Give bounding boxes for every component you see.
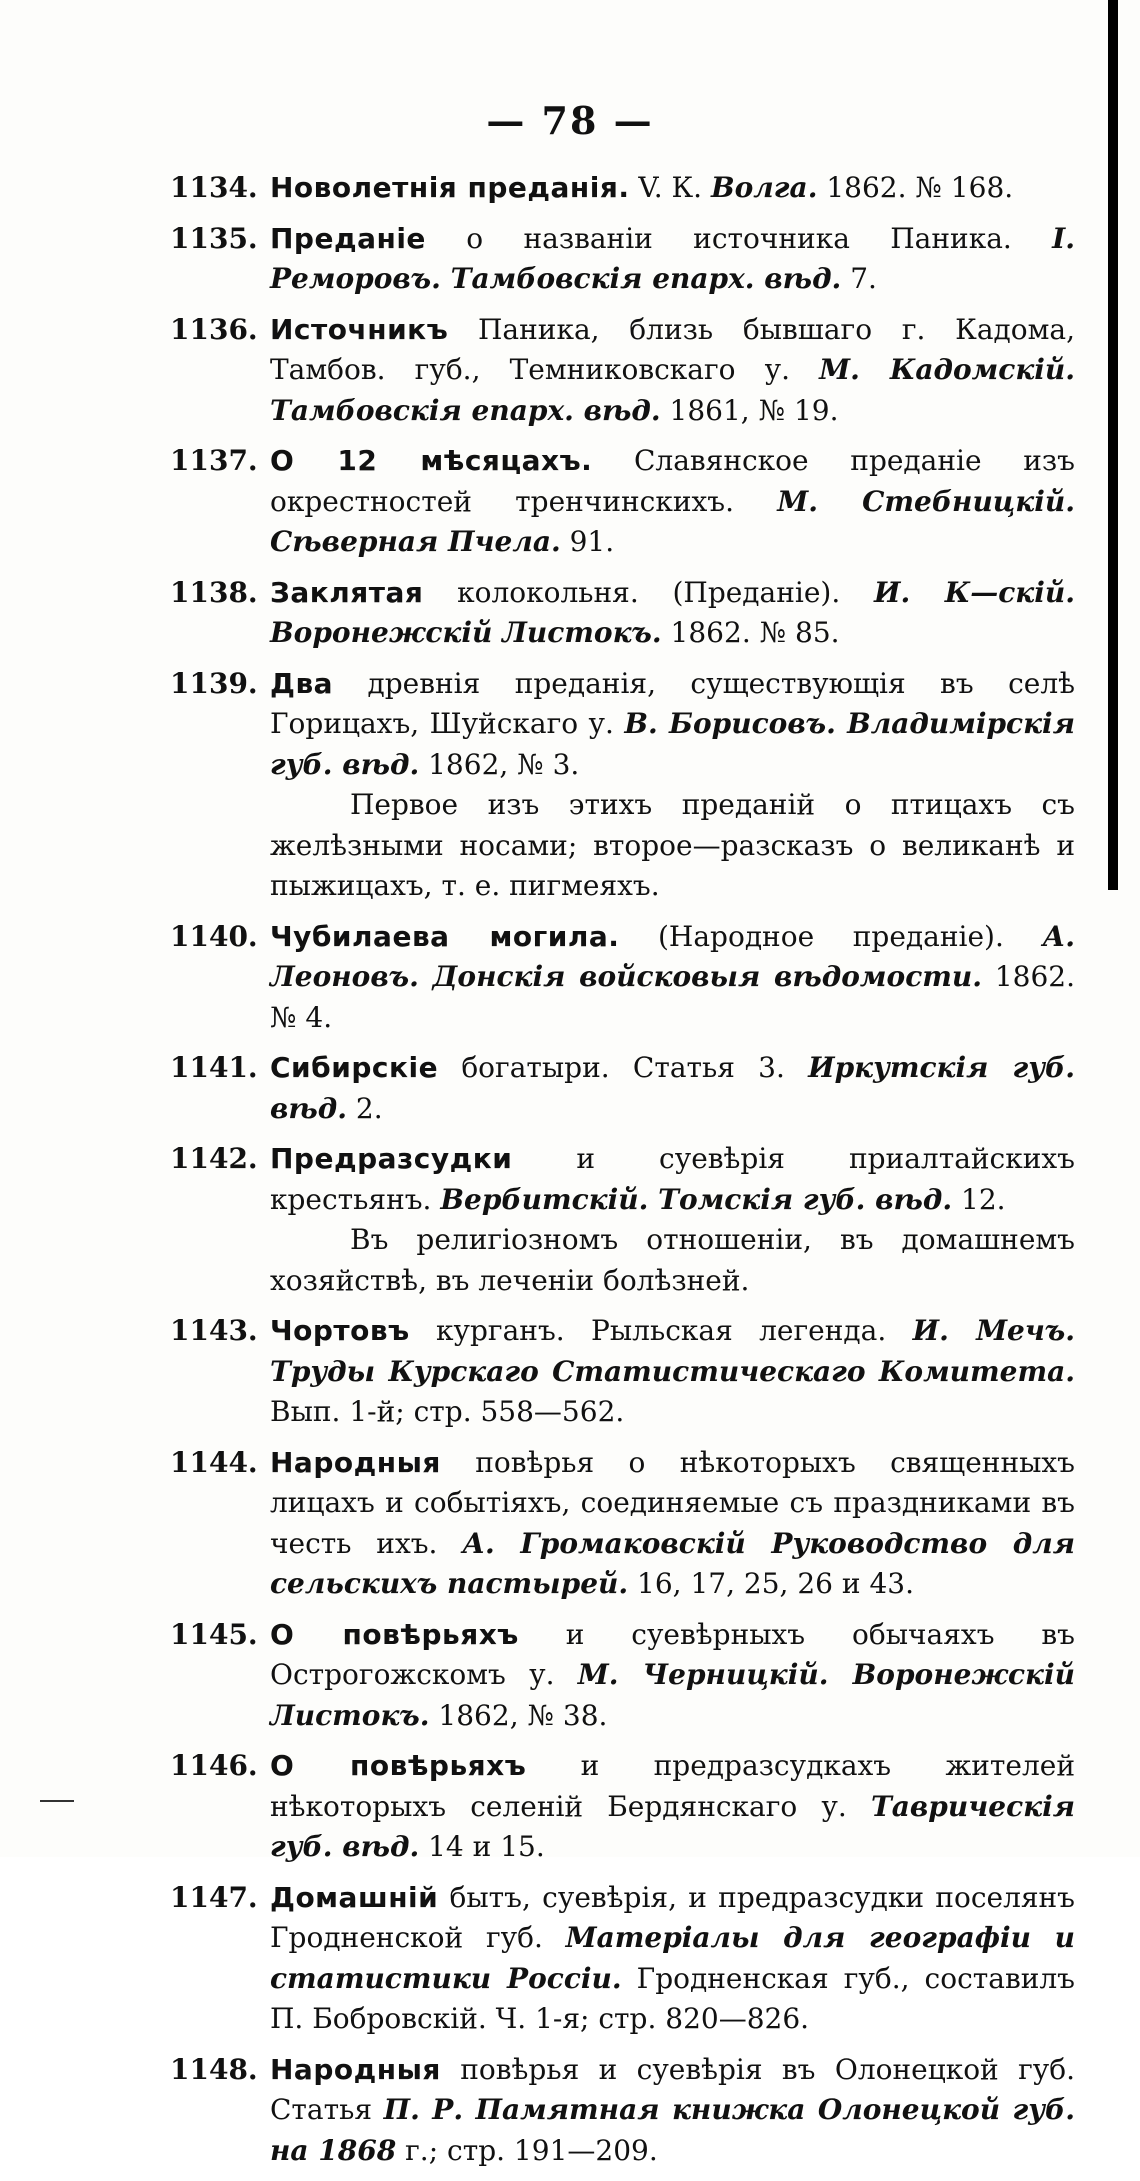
entry-tail: 2. (347, 1091, 383, 1125)
entry-title: Два (270, 666, 334, 700)
entry-1141 (170, 1048, 1075, 1129)
entry-1134 (170, 168, 1075, 209)
entry-title: Сибирскiе (270, 1051, 439, 1084)
entry-text: курганъ. Рыльская легенда. (409, 1314, 913, 1347)
entry-number: 1140. (170, 919, 258, 953)
entry-source: М. Стебницкiй. Сѣверная Пчела. (270, 484, 1075, 558)
entry-number: 1135. (170, 221, 258, 255)
entry-title: Чубилаева могила. (270, 919, 620, 953)
entry-1138 (170, 573, 1075, 654)
entry-tail: 1862. № 4. (270, 960, 1075, 1034)
entry-note: Въ религiозномъ отношенiи, въ домашнемъ хозяйствѣ, въ леченiи болѣзней. (270, 1223, 1075, 1297)
entry-source: Таврическiя губ. вѣд. (270, 1789, 1075, 1863)
entry-number: 1147. (170, 1880, 258, 1914)
entry-text: о названiи источника Паника. (425, 221, 1053, 255)
entry-text: V. К. (629, 171, 711, 204)
entry-title: Домашнiй (270, 1880, 439, 1914)
entry-title: Преданiе (270, 221, 426, 255)
entry-title: О 12 мѣсяцахъ. (270, 444, 593, 477)
entry-source: И. К—скiй. Воронежскiй Листокъ. (270, 575, 1075, 649)
entry-tail: 16, 17, 25, 26 и 43. (628, 1567, 914, 1600)
entry-source: А. Леоновъ. Донскiя войсковыя вѣдомости. (270, 919, 1075, 993)
entry-title: Предразсудки (270, 1142, 513, 1175)
entry-title: Народныя (270, 1445, 441, 1479)
entry-text: колокольня. (Преданiе). (423, 575, 874, 609)
entry-tail: 1862. № 168. (817, 171, 1014, 204)
entry-number: 1141. (170, 1051, 258, 1084)
entry-source: Иркутскiя губ. вѣд. (270, 1051, 1075, 1125)
entry-number: 1143. (170, 1314, 258, 1347)
page-number: — 78 — (486, 98, 654, 143)
entry-text: и суевѣрныхъ обычаяхъ въ Острогожскомъ у. (270, 1617, 1075, 1691)
entry-title: Источникъ (270, 312, 449, 346)
entry-text: и предразсудкахъ жителей нѣкоторыхъ селенiй Бердянскаго у. (270, 1749, 1075, 1823)
entry-number: 1146. (170, 1749, 258, 1782)
entry-source: В. Борисовъ. Владимiрскiя губ. вѣд. (270, 707, 1075, 781)
entry-1145 (170, 1615, 1075, 1737)
entry-1147 (170, 1878, 1075, 2040)
entry-1144 (170, 1443, 1075, 1605)
entry-tail: 1862, № 38. (429, 1698, 608, 1732)
entry-1143 (170, 1311, 1075, 1433)
entry-tail: г.; стр. 191—209. (396, 2133, 658, 2167)
entry-number: 1142. (170, 1142, 258, 1175)
bibliography-list (170, 168, 1075, 2181)
entry-number: 1145. (170, 1617, 258, 1651)
entry-title: О повѣрьяхъ (270, 1617, 519, 1651)
entry-1146 (170, 1746, 1075, 1868)
entry-1142 (170, 1139, 1075, 1301)
entry-tail: 1862, № 3. (419, 747, 580, 781)
entry-1137 (170, 441, 1075, 563)
entry-text: богатыри. Статья 3. (438, 1051, 809, 1084)
entry-tail: 14 и 15. (419, 1830, 545, 1863)
entry-source: И. Мечъ. Труды Курскаго Статистическаго Комитета. (270, 1314, 1075, 1388)
entry-tail: 12. (952, 1182, 1006, 1216)
entry-number: 1148. (170, 2052, 258, 2086)
entry-source: Волга. (710, 171, 818, 204)
entry-number: 1134. (170, 171, 258, 204)
entry-source: I. Реморовъ. Тамбовскiя епарх. вѣд. (270, 221, 1075, 295)
entry-text: древнiя преданiя, существующiя въ селѣ Горицахъ, Шуйскаго у. (270, 666, 1075, 740)
entry-1136 (170, 310, 1075, 432)
entry-text: и суевѣрiя приалтайскихъ крестьянъ. (270, 1142, 1075, 1216)
entry-source: М. Кадомскiй. Тамбовскiя епарх. вѣд. (270, 353, 1076, 427)
entry-source: П. Р. Памятная книжка Олонецкой губ. на 1868 (270, 2093, 1076, 2167)
entry-text: Славянское преданiе изъ окрестностей тренчинскихъ. (270, 444, 1075, 518)
entry-tail: Гродненская губ., составилъ П. Бобровскiй. Ч. 1-я; стр. 820—826. (270, 1961, 1075, 2035)
entry-text: повѣрья о нѣкоторыхъ священныхъ лицахъ и событiяхъ, соединяемые съ праздниками въ честь ихъ. (270, 1445, 1075, 1560)
entry-number: 1144. (170, 1445, 258, 1479)
entry-title: Чортовъ (270, 1314, 410, 1347)
entry-text: бытъ, суевѣрiя, и предразсудки поселянъ Гродненской губ. (270, 1880, 1075, 1954)
entry-title: О повѣрьяхъ (270, 1749, 527, 1782)
entry-title: Заклятая (270, 575, 424, 609)
entry-source: А. Громаковскiй Руководство для сельскихъ пастырей. (270, 1526, 1076, 1600)
entry-tail: 1861, № 19. (660, 393, 839, 427)
entry-tail: 91. (560, 525, 615, 558)
entry-tail: Вып. 1-й; стр. 558—562. (270, 1395, 625, 1428)
entry-source: М. Черницкiй. Воронежскiй Листокъ. (270, 1658, 1075, 1732)
entry-title: Народныя (270, 2052, 441, 2086)
entry-1148 (170, 2050, 1075, 2172)
entry-1140 (170, 917, 1075, 1039)
entry-text: Паника, близь бывшаго г. Кадома, Тамбов. губ., Темниковскаго у. (270, 312, 1075, 386)
entry-text: повѣрья и суевѣрiя въ Олонецкой губ. Статья (270, 2052, 1075, 2126)
entry-1135 (170, 219, 1075, 300)
entry-text: (Народное преданiе). (619, 919, 1043, 953)
entry-number: 1137. (170, 444, 258, 477)
entry-1139 (170, 664, 1075, 907)
entry-source: Вербитскiй. Томскiя губ. вѣд. (440, 1182, 953, 1216)
entry-note: Первое изъ этихъ преданiй о птицахъ съ желѣзными носами; второе—разсказъ о великанѣ и пыжицахъ, т. е. пигмеяхъ. (270, 788, 1075, 902)
entry-tail: 7. (841, 262, 877, 295)
entry-number: 1139. (170, 666, 258, 700)
scan-artifact-line (40, 1800, 74, 1802)
entry-title: Новолетнiя преданiя. (270, 171, 630, 204)
entry-source: Матерiалы для географiи и статистики Россiи. (270, 1921, 1075, 1995)
entry-number: 1136. (170, 312, 258, 346)
entry-number: 1138. (170, 575, 258, 609)
entry-tail: 1862. № 85. (661, 616, 840, 649)
